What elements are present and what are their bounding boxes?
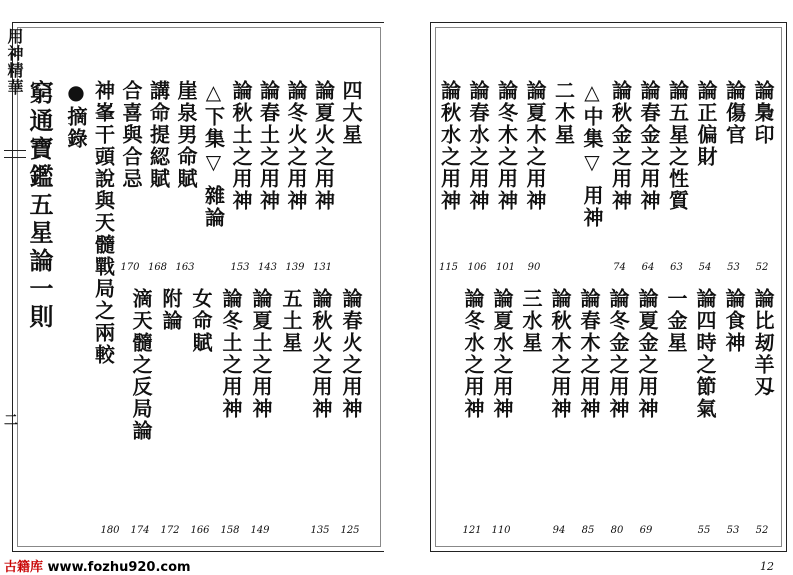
toc-entry: 論四時之節氣	[693, 288, 717, 420]
toc-entry: 論秋火之用神	[309, 288, 333, 420]
toc-entry: 五土星	[279, 288, 303, 354]
left-folio: 二	[4, 413, 18, 429]
toc-entry: 論春木之用神	[577, 288, 601, 420]
toc-entry: 四大星	[339, 80, 363, 146]
toc-page-number: 158	[220, 525, 240, 536]
toc-entry: 論春水之用神	[466, 80, 490, 212]
toc-page-number: 135	[310, 525, 330, 536]
toc-page-number: 80	[610, 525, 624, 536]
toc-page-number: 53	[727, 262, 740, 273]
toc-page-number: 131	[312, 262, 333, 273]
toc-entry: 二木星	[551, 80, 576, 146]
header-rule	[4, 150, 26, 158]
toc-entry: 女命賦	[189, 288, 213, 354]
toc-entry: 論梟印	[751, 80, 775, 146]
toc-page-number: 180	[100, 525, 120, 536]
toc-page-number: 121	[462, 525, 482, 536]
toc-entry: 論夏火之用神	[311, 80, 336, 212]
toc-page-number: 94	[552, 525, 566, 536]
toc-page-number: 90	[527, 262, 541, 273]
toc-entry: 論冬火之用神	[284, 80, 308, 212]
toc-entry: 論秋土之用神	[229, 80, 253, 212]
toc-entry: 一金星	[664, 288, 688, 354]
toc-entry: 窮通寶鑑五星論一則	[25, 80, 54, 332]
toc-page-number: 101	[495, 262, 516, 273]
toc-page-number: 163	[175, 262, 195, 273]
toc-page-number: 143	[257, 262, 278, 273]
toc-page-number: 174	[130, 525, 150, 536]
running-title: 用神精華	[5, 28, 24, 96]
toc-page-number: 52	[755, 262, 769, 273]
toc-page-number: 54	[698, 262, 712, 273]
toc-page-number: 149	[250, 525, 270, 536]
toc-page-number: 55	[697, 525, 711, 536]
toc-entry: 講命提綛賦	[146, 80, 171, 190]
toc-entry: 論冬水之用神	[461, 288, 485, 420]
toc-entry: 論比刼羊刄	[751, 288, 775, 398]
toc-entry: 論夏水之用神	[490, 288, 514, 420]
toc-page-number: 53	[726, 525, 740, 536]
toc-entry: 崖泉男命賦	[174, 80, 198, 190]
toc-entry: 論食神	[722, 288, 746, 354]
toc-page-number: 64	[641, 262, 655, 273]
toc-entry: 論傷官	[722, 80, 747, 146]
toc-page-number: 168	[147, 262, 168, 273]
toc-entry: 論春火之用神	[339, 288, 363, 420]
toc-entry: 論冬金之用神	[606, 288, 630, 420]
toc-entry: 論春土之用神	[256, 80, 281, 212]
right-folio: 12	[760, 560, 774, 573]
gutter	[384, 0, 430, 575]
toc-page-number: 166	[190, 525, 210, 536]
toc-entry: △下集▽ 雜論	[201, 80, 226, 229]
toc-page-number: 63	[670, 262, 683, 273]
toc-page-number: 52	[755, 525, 769, 536]
toc-page-number: 170	[120, 262, 140, 273]
toc-entry: 論秋金之用神	[608, 80, 633, 212]
toc-page-number: 172	[160, 525, 180, 536]
toc-page-number: 139	[285, 262, 305, 273]
toc-page-number: 125	[340, 525, 360, 536]
toc-entry: 合喜與合忌	[119, 80, 143, 190]
toc-page-number: 106	[467, 262, 487, 273]
site-watermark	[4, 556, 191, 575]
watermark-url: www.fozhu920.com	[47, 560, 191, 575]
toc-entry: 論冬土之用神	[219, 288, 243, 420]
toc-entry: 論正偏財	[694, 80, 718, 168]
toc-page-number: 85	[581, 525, 595, 536]
toc-entry: 論冬木之用神	[494, 80, 519, 212]
toc-entry: 神峯干頭說與天髓戰局之兩較	[91, 80, 116, 366]
toc-entry: 論五星之性質	[665, 80, 690, 212]
toc-entry: 論夏木之用神	[523, 80, 547, 212]
toc-entry: ●摘錄	[64, 80, 88, 150]
toc-page-number: 110	[491, 525, 511, 536]
toc-page-number: 153	[230, 262, 250, 273]
toc-entry: 論夏土之用神	[249, 288, 273, 420]
toc-entry: 三水星	[519, 288, 543, 354]
toc-entry: △中集▽ 用神	[580, 80, 604, 229]
toc-page-number: 69	[639, 525, 653, 536]
toc-page-number: 74	[613, 262, 626, 273]
toc-entry: 論秋木之用神	[548, 288, 572, 420]
toc-entry: 論秋水之用神	[437, 80, 462, 212]
toc-entry: 附論	[159, 288, 183, 332]
toc-entry: 論夏金之用神	[635, 288, 659, 420]
toc-entry: 論春金之用神	[637, 80, 661, 212]
toc-page-number: 115	[438, 262, 459, 273]
toc-entry: 滴天髓之反局論	[129, 288, 153, 442]
watermark-logo: 古籍库	[4, 560, 44, 575]
